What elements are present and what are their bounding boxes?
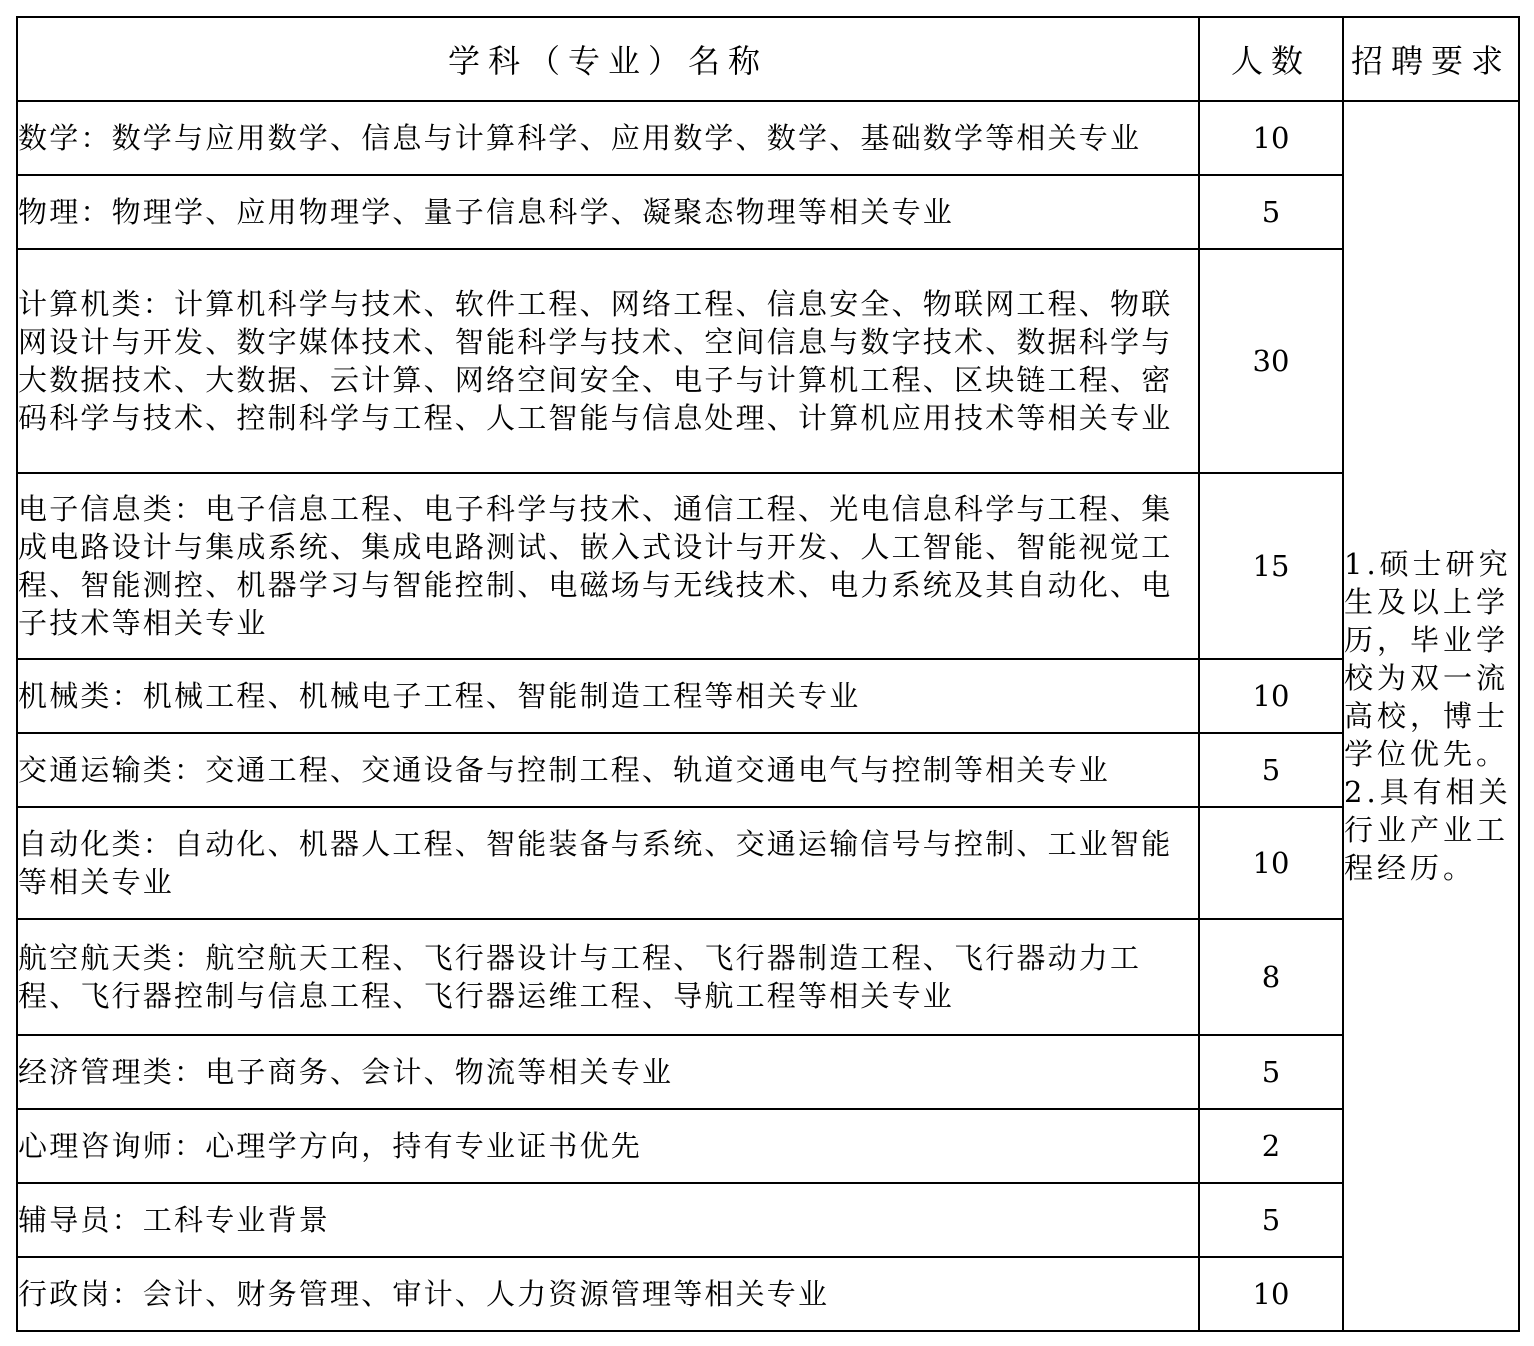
count-cell: 2 (1199, 1109, 1343, 1183)
table-row (17, 919, 1519, 1035)
major-cell: 电子信息类：电子信息工程、电子科学与技术、通信工程、光电信息科学与工程、集成电路设计与集成系统、集成电路测试、嵌入式设计与开发、人工智能、智能视觉工程、智能测控、机器学习与智能控制、电磁场与无线技术、电力系统及其自动化、电子技术等相关专业 (17, 473, 1199, 659)
header-major: 学科（专业）名称 (17, 17, 1199, 101)
count-cell: 10 (1199, 101, 1343, 175)
requirements-cell (1343, 101, 1519, 1331)
major-cell: 计算机类：计算机科学与技术、软件工程、网络工程、信息安全、物联网工程、物联网设计与开发、数字媒体技术、智能科学与技术、空间信息与数字技术、数据科学与大数据技术、大数据、云计算、网络空间安全、电子与计算机工程、区块链工程、密码科学与技术、控制科学与工程、人工智能与信息处理、计算机应用技术等相关专业 (17, 249, 1199, 473)
major-cell: 经济管理类：电子商务、会计、物流等相关专业 (17, 1035, 1199, 1109)
major-cell: 辅导员：工科专业背景 (17, 1183, 1199, 1257)
table-row (17, 1109, 1519, 1183)
count-cell: 5 (1199, 733, 1343, 807)
requirement-item-2: 2.具有相关行业产业工程经历。 (1344, 775, 1512, 885)
requirement-item-1: 1.硕士研究生及以上学历，毕业学校为双一流高校，博士学位优先。 (1344, 547, 1512, 771)
major-cell: 航空航天类：航空航天工程、飞行器设计与工程、飞行器制造工程、飞行器动力工程、飞行器控制与信息工程、飞行器运维工程、导航工程等相关专业 (17, 919, 1199, 1035)
major-cell: 心理咨询师：心理学方向，持有专业证书优先 (17, 1109, 1199, 1183)
table-row (17, 807, 1519, 919)
count-cell: 30 (1199, 249, 1343, 473)
table-row (17, 1035, 1519, 1109)
major-cell: 自动化类：自动化、机器人工程、智能装备与系统、交通运输信号与控制、工业智能等相关专业 (17, 807, 1199, 919)
count-cell: 5 (1199, 175, 1343, 249)
table-row (17, 249, 1519, 473)
table-header-row (17, 17, 1519, 101)
count-cell: 10 (1199, 1257, 1343, 1331)
count-cell: 8 (1199, 919, 1343, 1035)
major-cell: 交通运输类：交通工程、交通设备与控制工程、轨道交通电气与控制等相关专业 (17, 733, 1199, 807)
table-row (17, 473, 1519, 659)
count-cell: 10 (1199, 659, 1343, 733)
major-cell: 机械类：机械工程、机械电子工程、智能制造工程等相关专业 (17, 659, 1199, 733)
count-cell: 5 (1199, 1183, 1343, 1257)
major-cell: 行政岗：会计、财务管理、审计、人力资源管理等相关专业 (17, 1257, 1199, 1331)
table-row (17, 733, 1519, 807)
table-row (17, 659, 1519, 733)
header-requirements: 招聘要求 (1343, 17, 1519, 101)
table-row (17, 101, 1519, 175)
table-row (17, 1257, 1519, 1331)
major-cell: 数学：数学与应用数学、信息与计算科学、应用数学、数学、基础数学等相关专业 (17, 101, 1199, 175)
count-cell: 15 (1199, 473, 1343, 659)
major-cell: 物理：物理学、应用物理学、量子信息科学、凝聚态物理等相关专业 (17, 175, 1199, 249)
count-cell: 10 (1199, 807, 1343, 919)
recruitment-table (16, 16, 1520, 1332)
table-row (17, 1183, 1519, 1257)
count-cell: 5 (1199, 1035, 1343, 1109)
table-row (17, 175, 1519, 249)
header-count: 人数 (1199, 17, 1343, 101)
